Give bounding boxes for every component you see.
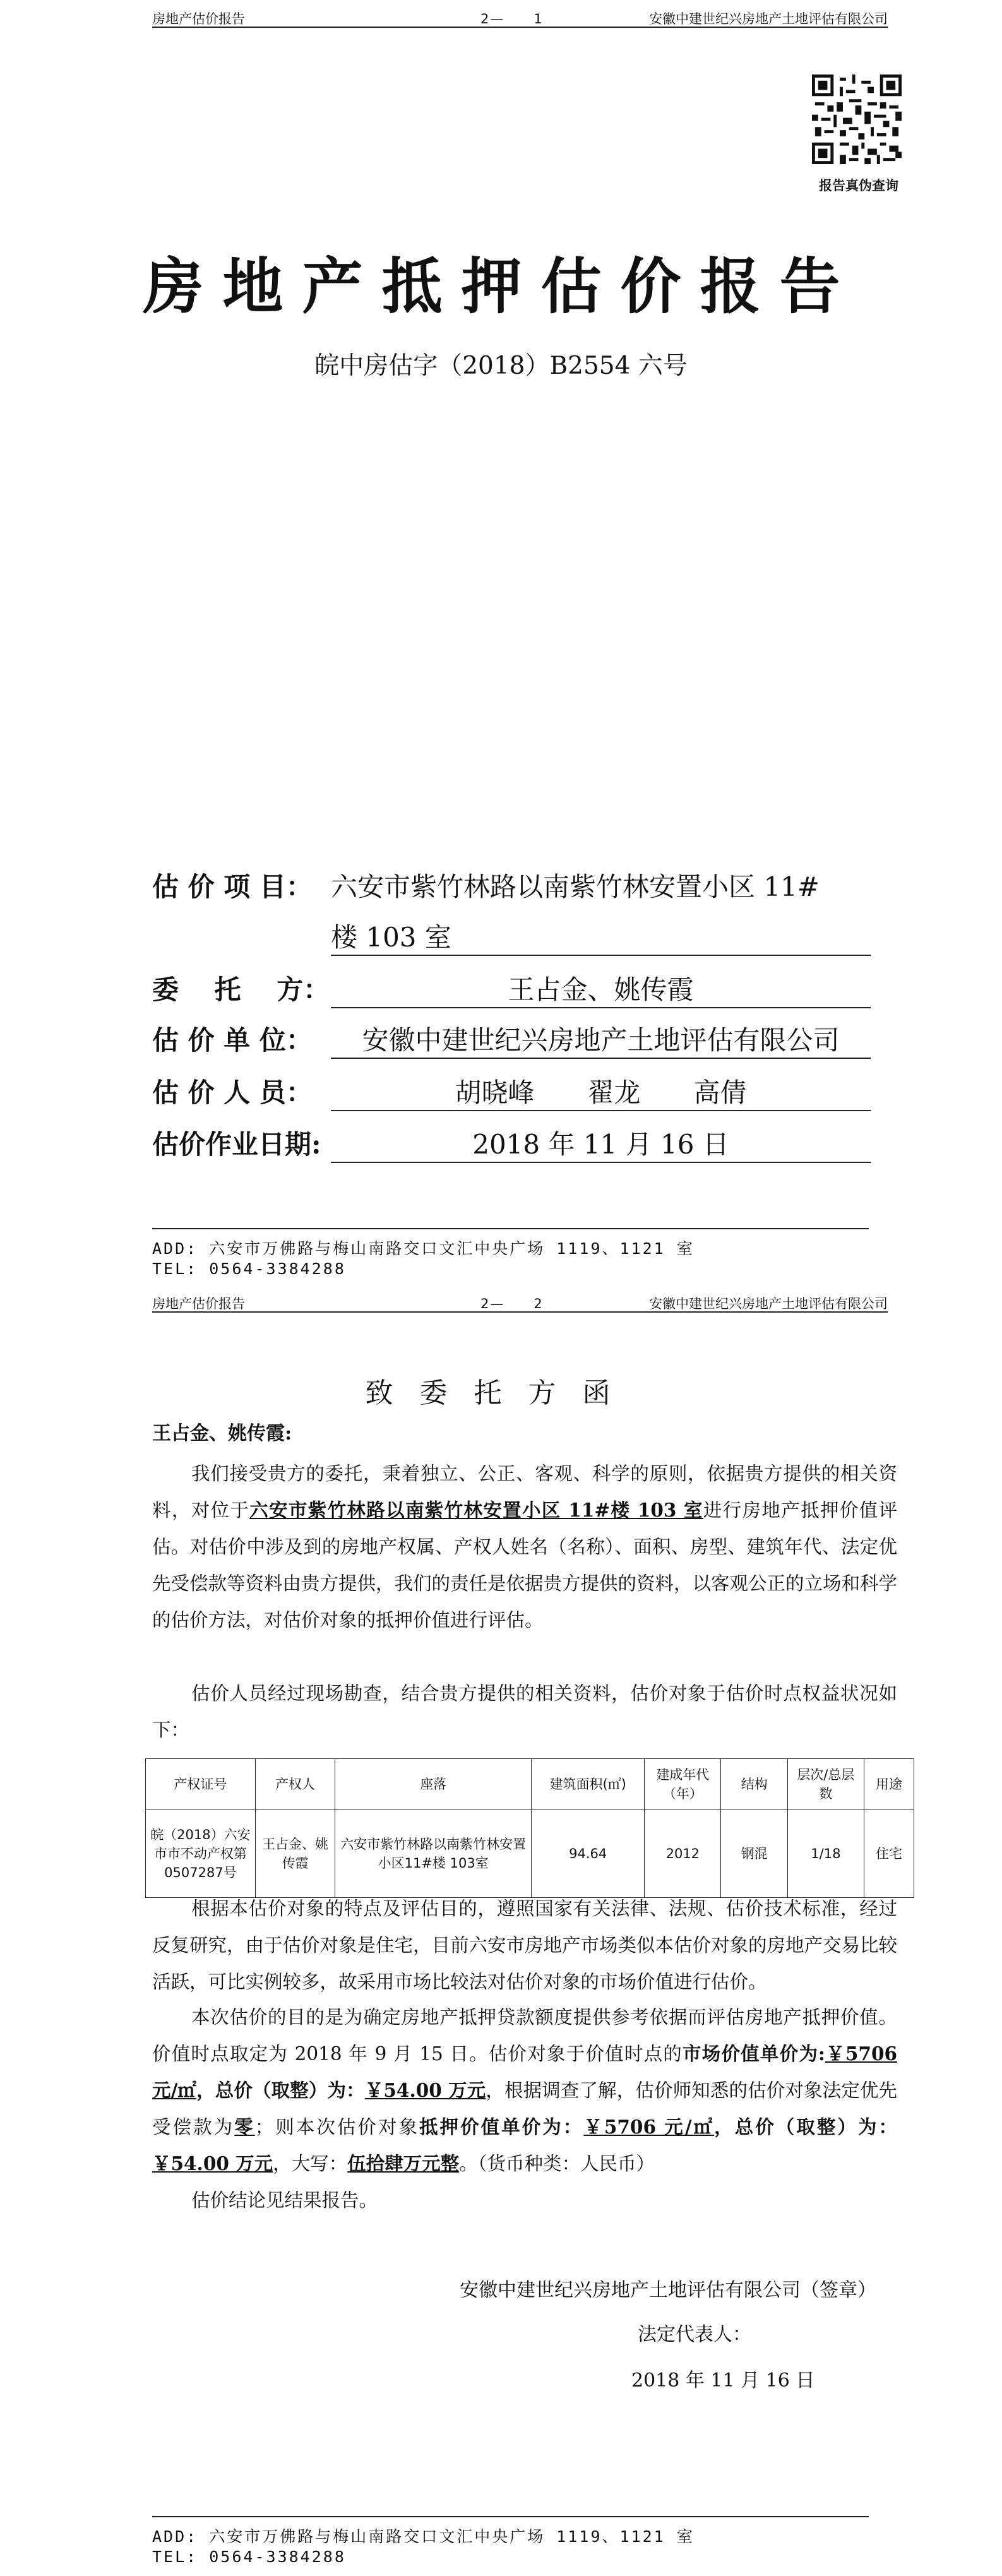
project-label: 估 价 项 目： — [152, 871, 313, 902]
footer-divider — [152, 1228, 869, 1229]
footer-tel: TEL: 0564-3384288 — [152, 1260, 346, 1278]
table-header-cell: 建筑面积(㎡) — [532, 1759, 645, 1810]
table-header-cell: 产权人 — [255, 1759, 335, 1810]
footer-divider — [152, 2516, 869, 2517]
table-row — [146, 1810, 914, 1898]
p4-total-label: ，总价（取整）为： — [196, 2079, 365, 2101]
p4-text-m: ，大写： — [273, 2153, 348, 2174]
property-table — [145, 1758, 914, 1898]
report-title: 房地产抵押估价报告 — [143, 251, 859, 322]
page-header — [152, 9, 888, 28]
org-label: 估 价 单 位： — [152, 1025, 313, 1056]
client-value: 王占金、姚传霞 — [331, 969, 871, 1008]
structure-cell: 钢混 — [721, 1810, 787, 1898]
table-header-cell: 结构 — [721, 1759, 787, 1810]
header-company: 安徽中建世纪兴房地产土地评估有限公司 — [649, 1296, 888, 1311]
cert-number-cell: 皖（2018）六安市市不动产权第0507287号 — [146, 1810, 256, 1898]
paragraph-2: 估价人员经过现场勘查，结合贵方提供的相关资料，估价对象于估价时点权益状况如下： — [152, 1683, 897, 1741]
p4-market-total: ￥54.00 万元 — [364, 2079, 486, 2101]
p1-address: 六安市紫竹林路以南紫竹林安置小区 11#楼 103 室 — [249, 1499, 703, 1521]
client-label: 委 托 方： — [152, 974, 330, 1005]
p4-text-h: ；则本次估价对象 — [254, 2116, 420, 2138]
report-cover-page — [0, 0, 1002, 1285]
p4-mortgage-unit-price: ￥5706 元/㎡ — [583, 2116, 715, 2138]
footer-address: ADD: 六安市万佛路与梅山南路交口文汇中央广场 1119、1121 室 — [152, 2527, 695, 2546]
p4-amount-in-words: 伍拾肆万元整 — [347, 2152, 460, 2174]
p4-text-a: 本次估价的目的是为确定房地产抵押贷款额度提供参考依据而评估房地产抵押价值。价值时点取定为 2018 年 9 月 15 日。估价对象于价值时点的 — [152, 2007, 897, 2065]
staff-label: 估 价 人 员： — [152, 1077, 313, 1108]
p4-market-label: 市场价值单价为: — [683, 2042, 825, 2065]
table-header-cell: 座落 — [335, 1759, 532, 1810]
p1-text-c: 进行房地产抵押价值评估。对估价中涉及到的房地产权属、产权人姓名（名称）、面积、房型、建筑年代、法定优先受偿款等资料由贵方提供，我们的责任是依据贵方提供的资料，以客观公正的立场和科学的估价方法，对估价对象的抵押价值进行评估。 — [152, 1500, 898, 1631]
qr-caption: 报告真伪查询 — [819, 178, 898, 193]
report-number: 皖中房估字（2018）B2554 六号 — [314, 352, 688, 380]
table-header-cell: 层次/总层数 — [787, 1759, 864, 1810]
qr-code-icon[interactable] — [812, 75, 902, 164]
footer-tel: TEL: 0564-3384288 — [152, 2548, 346, 2566]
header-company: 安徽中建世纪兴房地产土地评估有限公司 — [649, 11, 888, 27]
year-cell: 2012 — [645, 1810, 721, 1898]
project-value-line1: 六安市紫竹林路以南紫竹林安置小区 11# — [331, 871, 820, 902]
paragraph-3: 根据本估价对象的特点及评估目的，遵照国家有关法律、法规、估价技术标准，经过反复研究，由于估价对象是住宅，目前六安市房地产市场类似本估价对象的房地产交易比较活跃，可比实例较多，故采用市场比较法对估价对象的市场价值进行估价。 — [152, 1898, 898, 1993]
signature-representative: 法定代表人： — [638, 2323, 751, 2346]
p4-priority-amount: 零 — [234, 2116, 255, 2138]
p4-text-o: 。（货币种类：人民币） — [459, 2153, 655, 2174]
p4-market-unit-price: ￥5706 元/㎡ — [152, 2042, 897, 2101]
project-value-line2: 楼 103 室 — [331, 917, 871, 956]
header-left: 房地产估价报告 — [152, 11, 245, 27]
date-value: 2018 年 11 月 16 日 — [331, 1124, 871, 1163]
p4-text-f: ，根据调查了解，估价师知悉的估价对象法定优先受偿款为 — [152, 2080, 897, 2138]
footer-address: ADD: 六安市万佛路与梅山南路交口文汇中央广场 1119、1121 室 — [152, 1239, 695, 1258]
area-cell: 94.64 — [532, 1810, 645, 1898]
table-header-cell: 建成年代（年） — [645, 1759, 721, 1810]
paragraph-5: 估价结论见结果报告。 — [191, 2190, 378, 2211]
header-page-number: 2— 1 — [480, 11, 544, 27]
header-left: 房地产估价报告 — [152, 1296, 245, 1311]
letter-title: 致委托方函 — [365, 1377, 637, 1409]
paragraph-4 — [152, 1999, 897, 2182]
location-cell: 六安市紫竹林路以南紫竹林安置小区11#楼 103室 — [335, 1810, 532, 1898]
date-label: 估价作业日期: — [152, 1129, 321, 1160]
paragraph-1 — [152, 1455, 897, 1638]
org-value: 安徽中建世纪兴房地产土地评估有限公司 — [331, 1020, 871, 1059]
signature-company: 安徽中建世纪兴房地产土地评估有限公司（签章） — [460, 2279, 876, 2301]
p4-mortgage-label: 抵押价值单价为： — [419, 2116, 584, 2138]
floor-cell: 1/18 — [787, 1810, 864, 1898]
p1-text-a: 我们接受贵方的委托，秉着独立、公正、客观、科学的原则，依据贵方提供的相关资料，对位于 — [152, 1463, 897, 1521]
use-cell: 住宅 — [864, 1810, 914, 1898]
header-page-number: 2— 2 — [480, 1296, 544, 1311]
p4-mortgage-total: ￥54.00 万元 — [152, 2152, 273, 2174]
owner-cell: 王占金、姚传霞 — [255, 1810, 335, 1898]
table-header-cell: 产权证号 — [146, 1759, 256, 1810]
table-header-row — [146, 1759, 914, 1810]
p4-total-label-2: ，总价（取整）为： — [714, 2116, 897, 2138]
page-header — [152, 1294, 888, 1313]
salutation: 王占金、姚传霞: — [152, 1422, 292, 1445]
signature-date: 2018 年 11 月 16 日 — [631, 2370, 815, 2392]
table-header-cell: 用途 — [864, 1759, 914, 1810]
staff-value: 胡晓峰 翟龙 高倩 — [331, 1072, 871, 1111]
